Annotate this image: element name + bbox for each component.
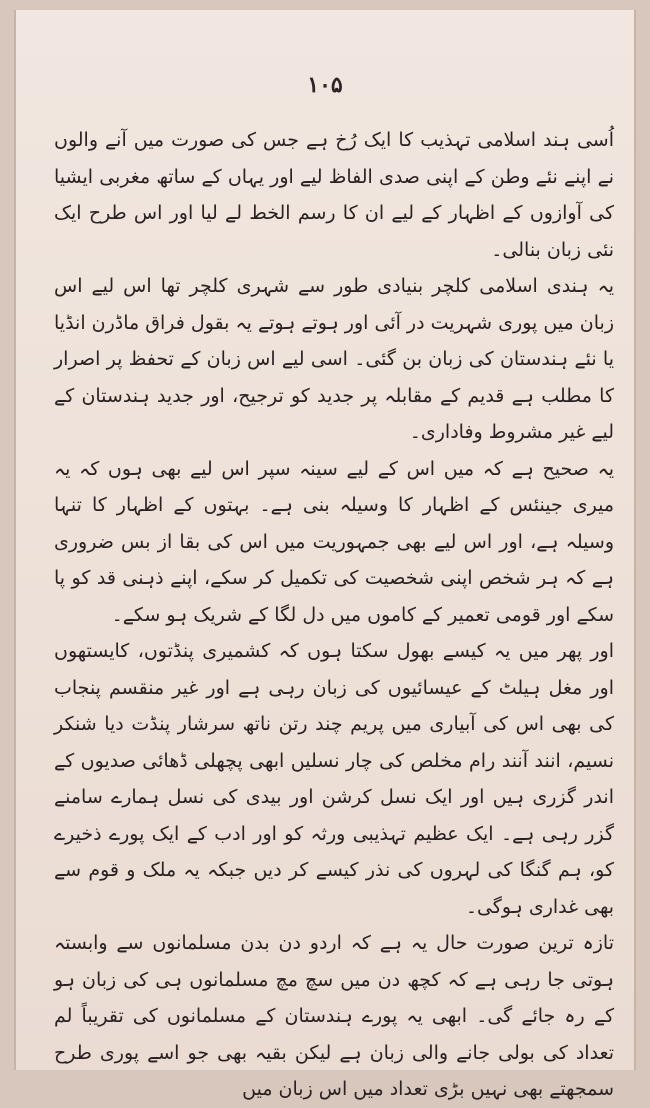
paragraph-2: یہ ہندی اسلامی کلچر بنیادی طور سے شہری کلچر تھا اس لیے اس زبان میں پوری شہریت در آئی اور ہوتے ہوتے یہ بقول فراق ماڈرن انڈیا یا نئے ہندستان کی زبان بن گئی۔ اسی لیے اس زبان کے تحفظ پر اصرار کا مطلب ہے قدیم کے مقابلہ پر جدید کو ترجیح، اور جدید ہندستان کے لیے غیر مشروط وفاداری۔ — [54, 275, 614, 443]
paragraph-5: تازہ ترین صورت حال یہ ہے کہ اردو دن بدن مسلمانوں سے وابستہ ہوتی جا رہی ہے کہ کچھ دن میں سچ مچ مسلمانوں ہی کی زبان ہو کے رہ جائے گی۔ ابھی یہ پورے ہندستان کے مسلمانوں کی تقریباً لم تعداد کی بولی جانے والی زبان ہے لیکن بقیہ بھی جو اسے پوری طرح سمجھتے بھی نہیں بڑی تعداد میں اس زبان میں — [54, 932, 614, 1100]
book-page — [14, 10, 636, 1100]
paragraph-1: اُسی ہند اسلامی تہذیب کا ایک رُخ ہے جس کی صورت میں آنے والوں نے اپنے نئے وطن کے اپنی صدی الفاظ لیے اور یہاں کے ساتھ مغربی ایشیا کی آوازوں کے اظہار کے لیے ان کا رسم الخط لے لیا اور اس طرح ایک نئی زبان بنالی۔ — [54, 129, 614, 261]
paragraph-3: یہ صحیح ہے کہ میں اس کے لیے سینہ سپر اس لیے بھی ہوں کہ یہ میری جینئس کے اظہار کا وسیلہ بنی ہے۔ بہتوں کے اظہار کا تنہا وسیلہ ہے، اور اس لیے بھی جمہوریت میں اس کی بقا از بس ضروری ہے کہ ہر شخص اپنی شخصیت کی تکمیل کر سکے، اپنے ذہنی قد کو پا سکے اور قومی تعمیر کے کاموں میں دل لگا کے شریک ہو سکے۔ — [54, 457, 614, 626]
page-number: ۱۰۵ — [307, 72, 343, 98]
paragraph-4: اور پھر میں یہ کیسے بھول سکتا ہوں کہ کشمیری پنڈتوں، کایستھوں اور مغل ہیلٹ کے عیسائیوں کی زبان رہی ہے اور غیر منقسم پنجاب کی بھی اس کی آبیاری میں پریم چند رتن ناتھ سرشار پنڈت دیا شنکر نسیم، انند آنند رام مخلص کی چار نسلیں ابھی پچھلی ڈھائی صدیوں کے اندر گزری ہیں اور ایک نسل کرشن اور بیدی کی نسل ہمارے سامنے گزر رہی ہے۔ ایک عظیم تہذیبی ورثہ کو اور ادب کے ایک پورے ذخیرے کو، ہم گنگا کی لہروں کی نذر کیسے کر دیں جبکہ یہ ملک و قوم سے بھی غداری ہوگی۔ — [54, 640, 614, 918]
page-body — [54, 122, 614, 1108]
